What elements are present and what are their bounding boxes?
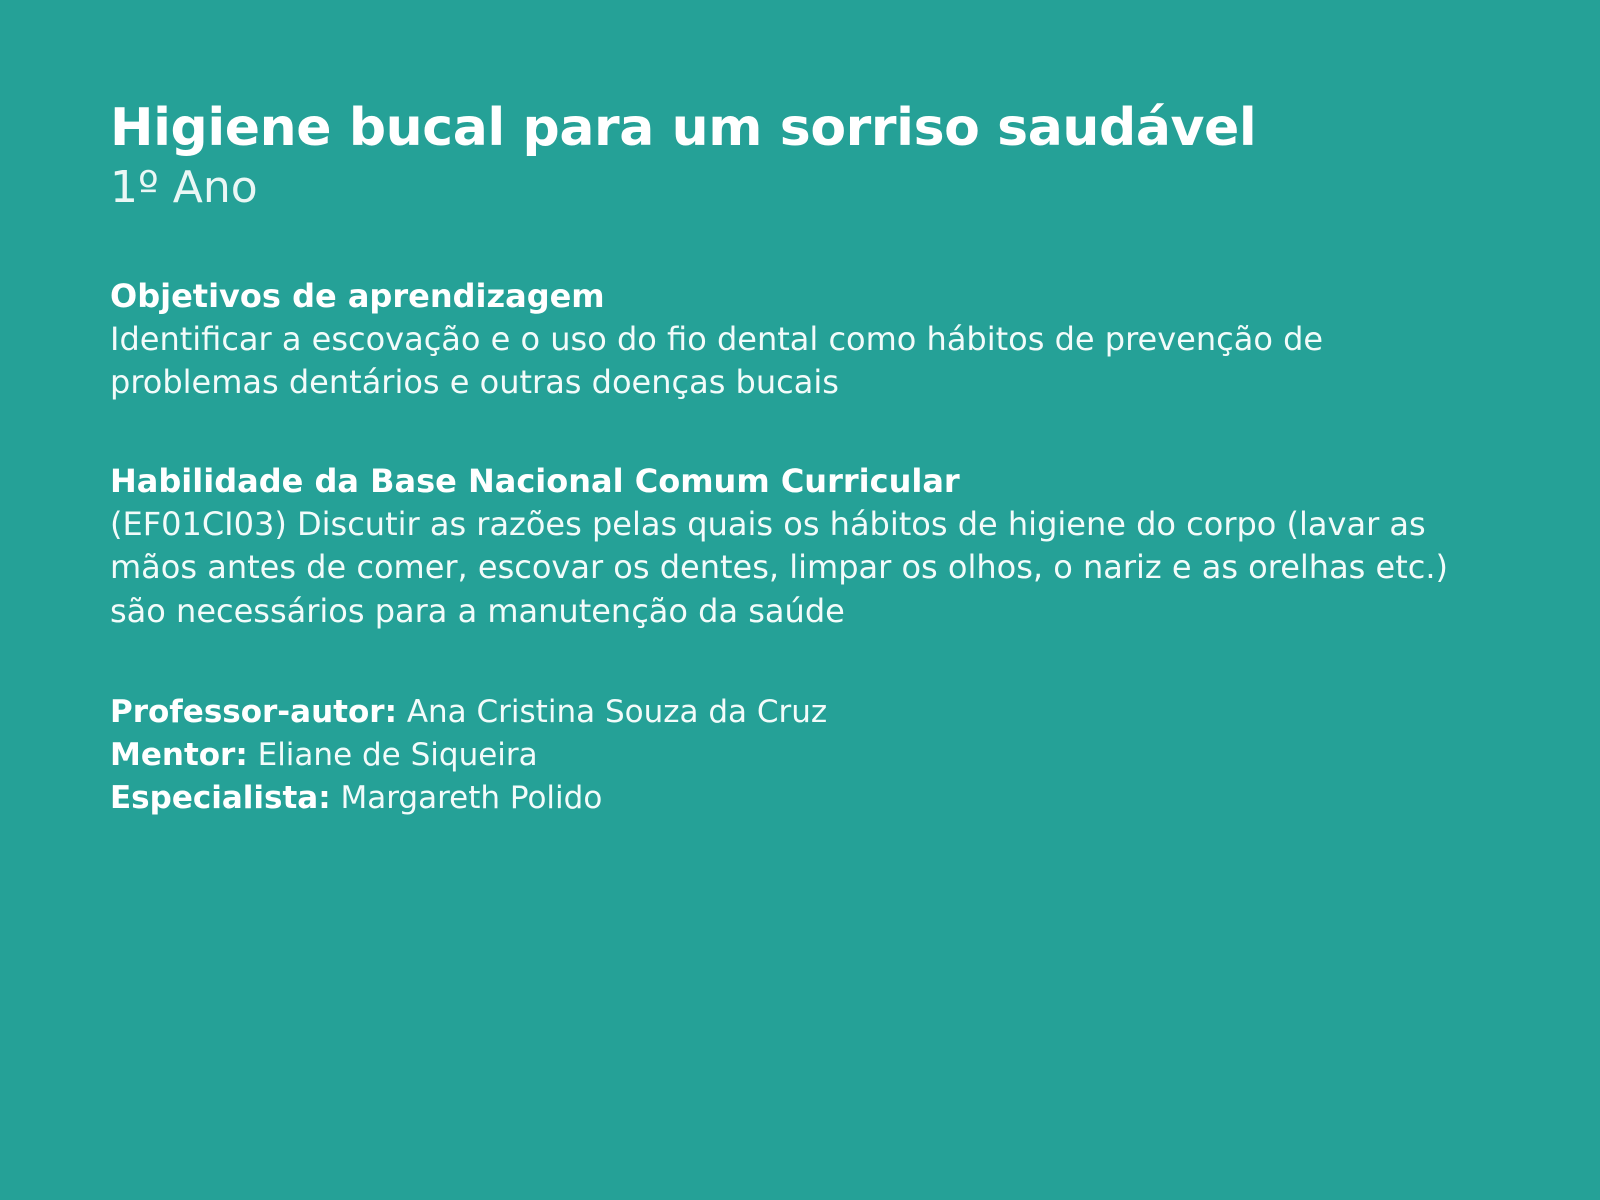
credit-author-label: Professor-autor:	[110, 694, 397, 731]
section-learning-objectives	[110, 276, 1490, 405]
credit-mentor-label: Mentor:	[110, 737, 248, 774]
credit-specialist-value: Margareth Polido	[340, 779, 603, 816]
credit-author-value: Ana Cristina Souza da Cruz	[406, 694, 828, 731]
section-body-bncc-skill: (EF01CI03) Discutir as razões pelas quais os hábitos de higiene do corpo (lavar as mãos antes de comer, escovar os dentes, limpar os olhos, o nariz e as orelhas etc.) são necessários para a manutenção da saúde	[110, 504, 1448, 630]
page-subtitle: 1º Ano	[110, 162, 258, 214]
credit-specialist-label: Especialista:	[110, 779, 331, 816]
section-heading-learning-objectives: Objetivos de aprendizagem	[110, 276, 605, 315]
credit-specialist	[110, 777, 1490, 820]
credit-mentor-value: Eliane de Siqueira	[257, 737, 538, 774]
credits-block	[110, 691, 1490, 819]
section-bncc-skill	[110, 461, 1490, 634]
page-title: Higiene bucal para um sorriso saudável	[110, 98, 1257, 158]
section-body-learning-objectives: Identificar a escovação e o uso do fio dental como hábitos de prevenção de problemas dentários e outras doenças bucais	[110, 319, 1324, 402]
credit-mentor	[110, 734, 1490, 777]
credit-author	[110, 691, 1490, 734]
section-heading-bncc-skill: Habilidade da Base Nacional Comum Curricular	[110, 461, 960, 500]
